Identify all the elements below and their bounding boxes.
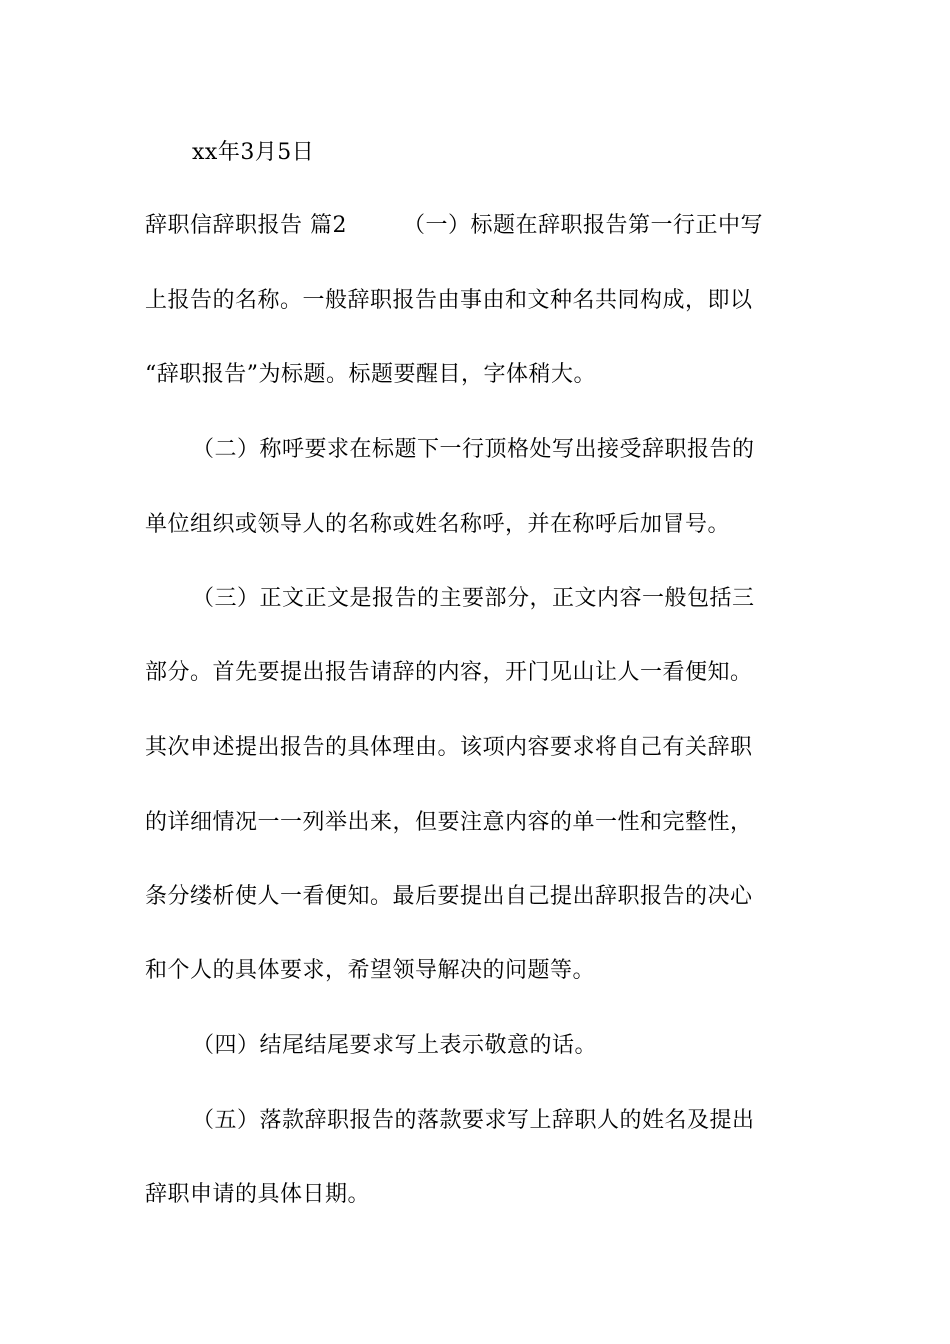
paragraph-line: “辞职报告”为标题。标题要醒目，字体稍大。 bbox=[145, 362, 596, 387]
paragraph-line: （四）结尾结尾要求写上表示敬意的话。 bbox=[192, 1033, 598, 1058]
date-line: xx年3月5日 bbox=[192, 140, 315, 165]
section-heading: 辞职信辞职报告 篇2 bbox=[145, 213, 347, 238]
heading-line bbox=[145, 211, 815, 241]
paragraph-line: 条分缕析使人一看便知。最后要提出自己提出辞职报告的决心 bbox=[145, 884, 753, 909]
paragraph-line: 辞职申请的具体日期。 bbox=[145, 1182, 371, 1207]
paragraph-line: 和个人的具体要求，希望领导解决的问题等。 bbox=[145, 958, 596, 983]
paragraph-line: （三）正文正文是报告的主要部分，正文内容一般包括三 bbox=[192, 586, 755, 611]
paragraph-line: （五）落款辞职报告的落款要求写上辞职人的姓名及提出 bbox=[192, 1108, 755, 1133]
paragraph-line: 其次申述提出报告的具体理由。该项内容要求将自己有关辞职 bbox=[145, 735, 753, 760]
paragraph-line: （一）标题在辞职报告第一行正中写 bbox=[403, 213, 764, 238]
paragraph-line: 上报告的名称。一般辞职报告由事由和文种名共同构成，即以 bbox=[145, 288, 753, 313]
paragraph-line: （二）称呼要求在标题下一行顶格处写出接受辞职报告的 bbox=[192, 437, 755, 462]
paragraph-line: 单位组织或领导人的名称或姓名称呼，并在称呼后加冒号。 bbox=[145, 512, 731, 537]
paragraph-line: 部分。首先要提出报告请辞的内容，开门见山让人一看便知。 bbox=[145, 660, 753, 685]
paragraph-line: 的详细情况一一列举出来，但要注意内容的单一性和完整性， bbox=[145, 810, 753, 835]
